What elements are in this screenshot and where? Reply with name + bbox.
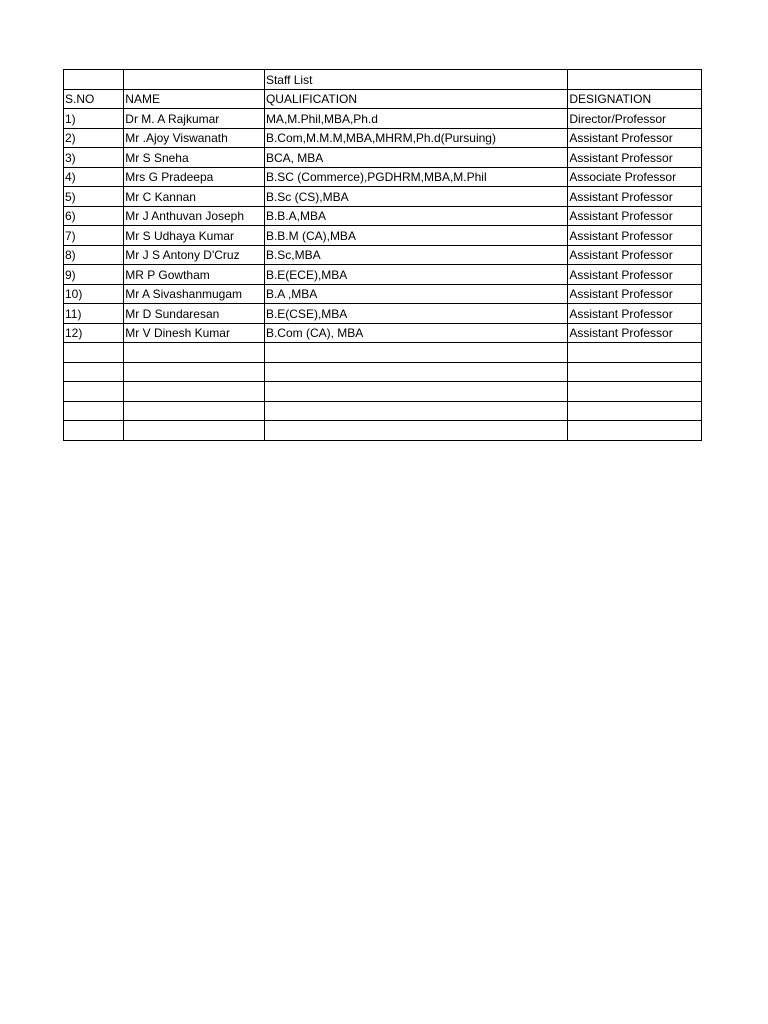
- cell-sno: 10): [64, 284, 124, 304]
- table-row: [64, 206, 702, 226]
- cell-designation: Assistant Professor: [568, 206, 702, 226]
- cell-sno: 2): [64, 128, 124, 148]
- empty-cell-sno: [64, 421, 124, 441]
- cell-sno: 11): [64, 304, 124, 324]
- table-row: [64, 128, 702, 148]
- empty-row: [64, 421, 702, 441]
- empty-cell-name: [124, 382, 265, 402]
- empty-row: [64, 382, 702, 402]
- empty-cell-designation: [568, 343, 702, 363]
- table-title: Staff List: [264, 70, 567, 90]
- cell-designation: Associate Professor: [568, 167, 702, 187]
- header-designation: DESIGNATION: [568, 89, 702, 109]
- cell-name: Mr S Udhaya Kumar: [124, 226, 265, 246]
- empty-cell-qualification: [264, 421, 567, 441]
- table-row: [64, 323, 702, 343]
- empty-cell-designation: [568, 362, 702, 382]
- header-sno: S.NO: [64, 89, 124, 109]
- header-qualification: QUALIFICATION: [264, 89, 567, 109]
- cell-name: Mr S Sneha: [124, 148, 265, 168]
- empty-cell-name: [124, 401, 265, 421]
- cell-sno: 12): [64, 323, 124, 343]
- table-row: [64, 148, 702, 168]
- table-row: [64, 284, 702, 304]
- empty-cell-qualification: [264, 382, 567, 402]
- cell-name: Mr V Dinesh Kumar: [124, 323, 265, 343]
- header-row: [64, 89, 702, 109]
- cell-qualification: B.Sc (CS),MBA: [264, 187, 567, 207]
- empty-cell-name: [124, 362, 265, 382]
- cell-qualification: B.B.A,MBA: [264, 206, 567, 226]
- cell-designation: Assistant Professor: [568, 245, 702, 265]
- empty-cell-sno: [64, 343, 124, 363]
- cell-qualification: B.Com (CA), MBA: [264, 323, 567, 343]
- cell-designation: Assistant Professor: [568, 148, 702, 168]
- cell-designation: Assistant Professor: [568, 187, 702, 207]
- title-cell-empty-sno: [64, 70, 124, 90]
- empty-cell-sno: [64, 382, 124, 402]
- title-cell-empty-name: [124, 70, 265, 90]
- staff-list-table: [63, 69, 702, 441]
- cell-name: Mr J S Antony D'Cruz: [124, 245, 265, 265]
- header-name: NAME: [124, 89, 265, 109]
- table-row: [64, 304, 702, 324]
- cell-designation: Assistant Professor: [568, 304, 702, 324]
- staff-table-body: [64, 70, 702, 441]
- cell-name: Mr D Sundaresan: [124, 304, 265, 324]
- title-cell-empty-designation: [568, 70, 702, 90]
- cell-sno: 8): [64, 245, 124, 265]
- cell-qualification: B.E(CSE),MBA: [264, 304, 567, 324]
- cell-name: Mr C Kannan: [124, 187, 265, 207]
- cell-designation: Assistant Professor: [568, 226, 702, 246]
- cell-designation: Assistant Professor: [568, 128, 702, 148]
- cell-qualification: BCA, MBA: [264, 148, 567, 168]
- cell-sno: 3): [64, 148, 124, 168]
- empty-cell-sno: [64, 401, 124, 421]
- empty-cell-designation: [568, 382, 702, 402]
- cell-qualification: B.Sc,MBA: [264, 245, 567, 265]
- cell-name: Dr M. A Rajkumar: [124, 109, 265, 129]
- empty-cell-qualification: [264, 362, 567, 382]
- cell-designation: Assistant Professor: [568, 323, 702, 343]
- empty-cell-qualification: [264, 401, 567, 421]
- table-row: [64, 226, 702, 246]
- cell-sno: 1): [64, 109, 124, 129]
- cell-sno: 7): [64, 226, 124, 246]
- cell-name: MR P Gowtham: [124, 265, 265, 285]
- cell-qualification: B.Com,M.M.M,MBA,MHRM,Ph.d(Pursuing): [264, 128, 567, 148]
- empty-cell-designation: [568, 401, 702, 421]
- cell-qualification: B.SC (Commerce),PGDHRM,MBA,M.Phil: [264, 167, 567, 187]
- cell-qualification: B.B.M (CA),MBA: [264, 226, 567, 246]
- cell-designation: Assistant Professor: [568, 284, 702, 304]
- empty-row: [64, 362, 702, 382]
- cell-name: Mr A Sivashanmugam: [124, 284, 265, 304]
- table-row: [64, 245, 702, 265]
- table-row: [64, 265, 702, 285]
- table-row: [64, 109, 702, 129]
- empty-cell-name: [124, 343, 265, 363]
- empty-cell-sno: [64, 362, 124, 382]
- title-row: [64, 70, 702, 90]
- empty-cell-qualification: [264, 343, 567, 363]
- table-row: [64, 167, 702, 187]
- empty-row: [64, 401, 702, 421]
- cell-qualification: MA,M.Phil,MBA,Ph.d: [264, 109, 567, 129]
- cell-sno: 5): [64, 187, 124, 207]
- empty-cell-designation: [568, 421, 702, 441]
- cell-name: Mrs G Pradeepa: [124, 167, 265, 187]
- cell-designation: Director/Professor: [568, 109, 702, 129]
- cell-sno: 6): [64, 206, 124, 226]
- empty-row: [64, 343, 702, 363]
- cell-name: Mr J Anthuvan Joseph: [124, 206, 265, 226]
- cell-sno: 4): [64, 167, 124, 187]
- cell-qualification: B.A ,MBA: [264, 284, 567, 304]
- table-row: [64, 187, 702, 207]
- cell-sno: 9): [64, 265, 124, 285]
- cell-designation: Assistant Professor: [568, 265, 702, 285]
- cell-qualification: B.E(ECE),MBA: [264, 265, 567, 285]
- cell-name: Mr .Ajoy Viswanath: [124, 128, 265, 148]
- empty-cell-name: [124, 421, 265, 441]
